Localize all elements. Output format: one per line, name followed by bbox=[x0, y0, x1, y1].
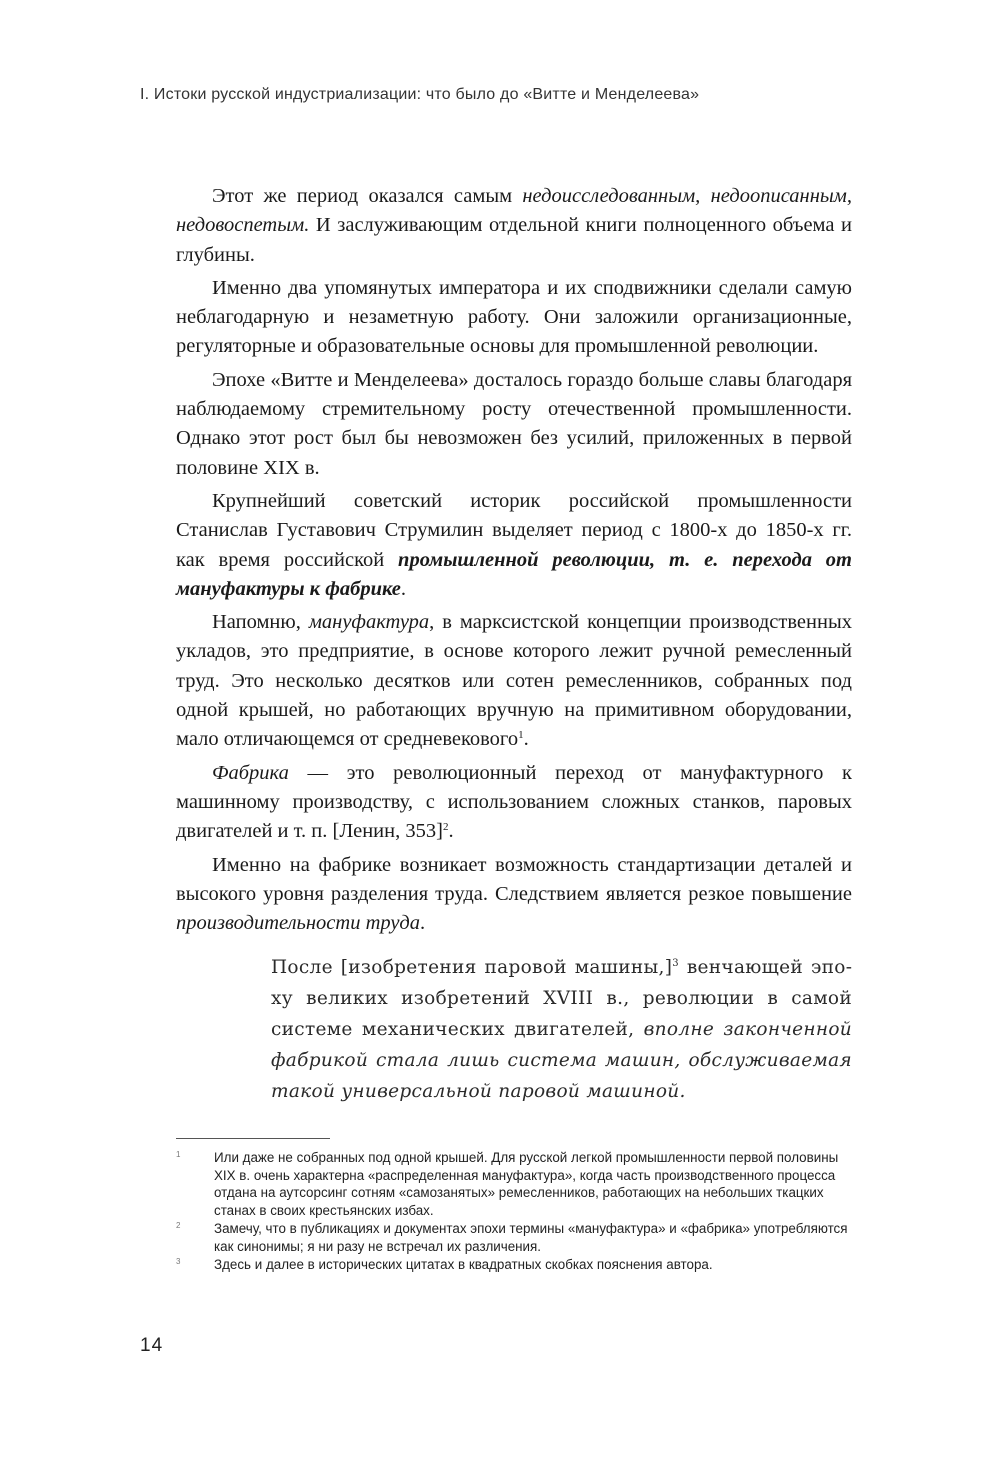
paragraph-6: Фабрика — это революционный переход от мануфактурного к машинному производству, с использованием сложных станков, паровых двигателей и т. п. [Ленин, 353]$^2$. bbox=[176, 761, 852, 843]
footnotes bbox=[176, 1149, 852, 1275]
footnote-ref-3[interactable]: 3 bbox=[672, 958, 679, 969]
running-head: I. Истоки русской индустриализации: что было до «Витте и Менделеева» bbox=[140, 86, 700, 103]
footnote-ref-2[interactable]: 2 bbox=[442, 821, 449, 834]
footnote-ref-1[interactable]: 1 bbox=[518, 729, 524, 742]
footnote-2 bbox=[176, 1220, 852, 1255]
block-quote: После [изобретения паровой машины,]$^3$ венчающей эпоху великих изобретений XVIII в., революции в самой системе механических двигателей, вполне законченной фабрикой стала лишь система машин, обслуживаемая такой универсальной паровой машиной. bbox=[271, 957, 852, 1102]
footnote-number: 3 bbox=[176, 1257, 181, 1266]
footnote-divider bbox=[176, 1138, 330, 1139]
footnote-3 bbox=[176, 1256, 852, 1274]
paragraph-5: Напомню, мануфактура, в марксистской концепции производственных укладов, это предприятие, в основе которого лежит ручной ремесленный труд. Это несколько десятков или сотен ремесленников, собранных под одной крышей, но работающих вручную на примитивном оборудовании, мало отличающемся от средневекового$^1$. bbox=[176, 611, 852, 751]
footnote-text: Или даже не собранных под одной крышей. Для русской легкой промышленности первой половины XIX в. очень характерна «распределенная мануфактура», когда часть производственного процесса отдана на аутсорсинг сотням «самозанятых» ремесленников, работающих на небольших ткацких станах в своих крестьянских избах. bbox=[214, 1150, 839, 1218]
main-text bbox=[176, 182, 852, 942]
footnote-number: 2 bbox=[176, 1221, 181, 1230]
paragraph-2: Именно два упомянутых императора и их сподвижники сделали самую неблагодарную и незаметную работу. Они заложили организационные, регуляторные и образовательные основы для промышленной революции. bbox=[176, 276, 852, 358]
paragraph-3: Эпохе «Витте и Менделеева» досталось гораздо больше славы благодаря наблюдаемому стремительному росту отечественной промышленности. Однако этот рост был бы невозможен без усилий, приложенных в первой половине XIX в. bbox=[176, 368, 852, 479]
page-number: 14 bbox=[140, 1335, 164, 1356]
footnote-number: 1 bbox=[176, 1150, 181, 1159]
paragraph-4: Крупнейший советский историк российской промышленности Станислав Густавович Струмилин выделяет период с 1800-х до 1850-х гг. как время российской промышленной революции, т. е. перехода от мануфактуры к фабрике. bbox=[176, 489, 852, 600]
footnote-text: Здесь и далее в исторических цитатах в квадратных скобках пояснения автора. bbox=[214, 1257, 713, 1272]
footnote-text: Замечу, что в публикациях и документах эпохи термины «мануфактура» и «фабрика» употребляются как синонимы; я ни разу не встречал их различения. bbox=[214, 1221, 848, 1254]
footnote-1 bbox=[176, 1149, 852, 1219]
paragraph-1: Этот же период оказался самым недоисследованным, недоописанным, недовоспетым. И заслуживающим отдельной книги полноценного объема и глубины. bbox=[176, 185, 852, 266]
paragraph-7: Именно на фабрике возникает возможность стандартизации деталей и высокого уровня разделения труда. Следствием является резкое повышение производительности труда. bbox=[176, 853, 852, 935]
